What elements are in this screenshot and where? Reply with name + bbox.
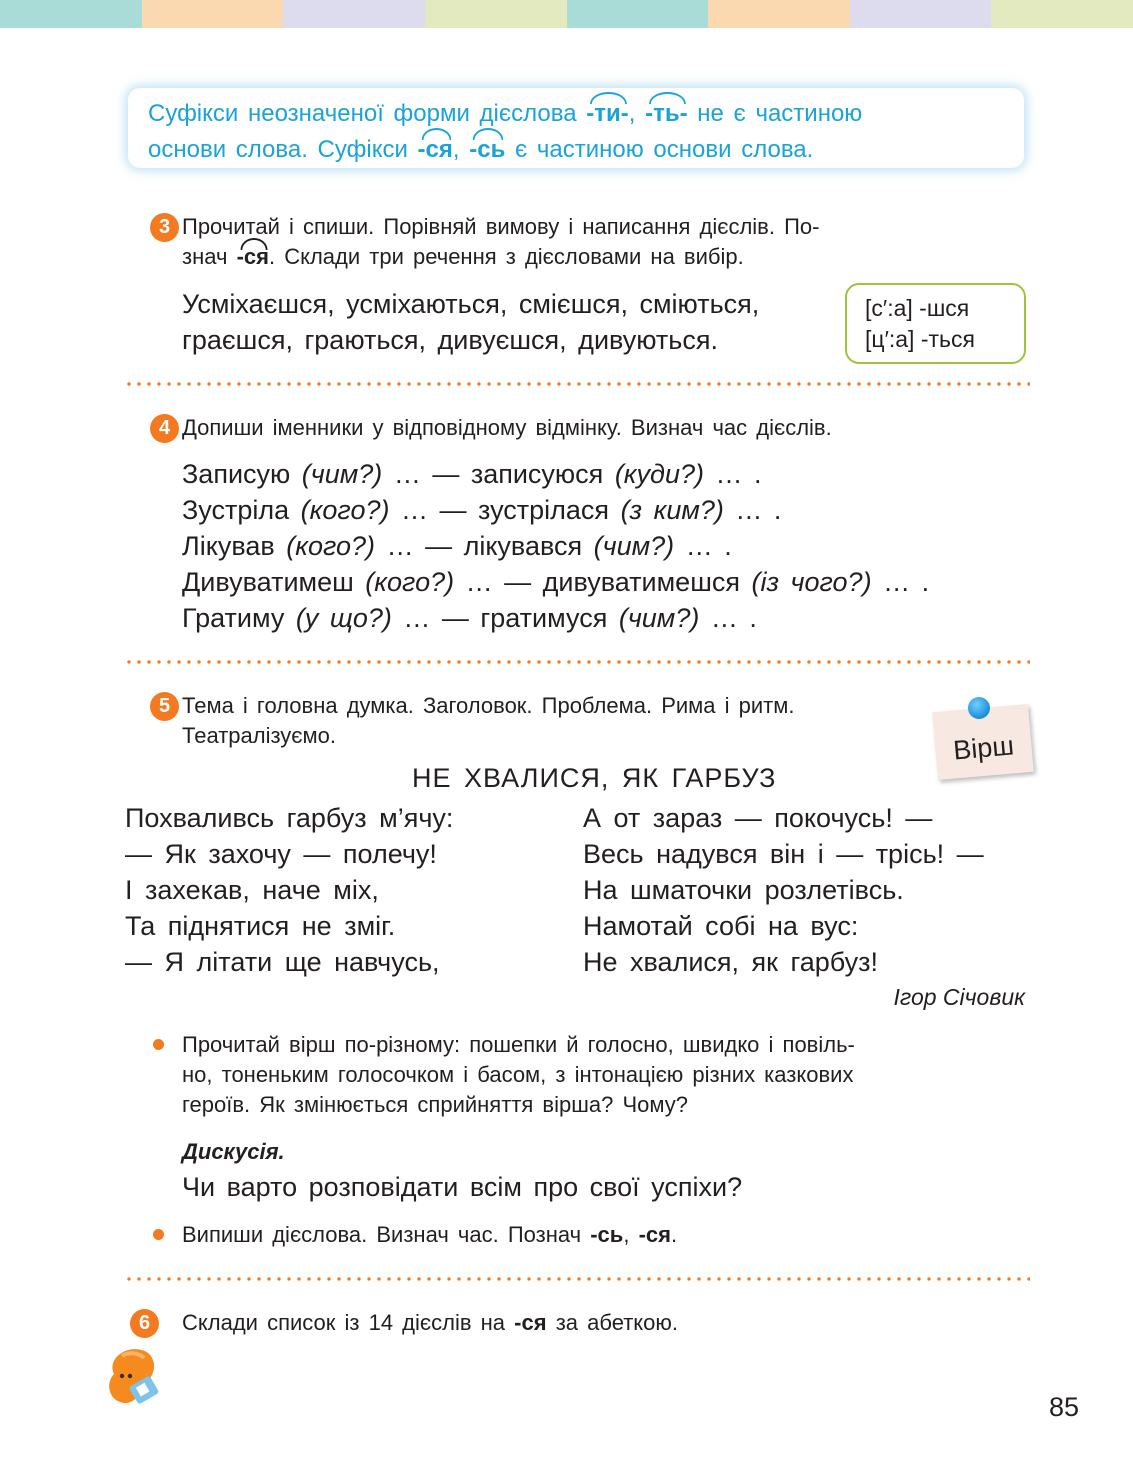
text: .	[670, 1222, 678, 1247]
suffix-arc	[418, 132, 453, 168]
discussion-block	[182, 1137, 1027, 1205]
task5-line-1: Тема і головна думка. Заголовок. Проблема. Рима і ритм.	[182, 693, 795, 718]
exercise-text: Гратиму	[182, 603, 285, 633]
discussion-question: Чи варто розповідати всім про свої успіхи?	[182, 1172, 743, 1202]
question-hint: (із чого?)	[751, 567, 872, 597]
suffix-arc	[237, 242, 269, 272]
text: Склади список із 14 дієслів на	[182, 1310, 506, 1335]
discussion-label: Дискусія.	[182, 1139, 285, 1164]
separator: ,	[623, 1222, 630, 1247]
exercise-text: Зустріла	[182, 495, 290, 525]
task-number-4: 4	[150, 414, 179, 443]
exercise-line	[182, 528, 1027, 564]
band-segment	[0, 0, 142, 28]
task4-lines	[182, 456, 1027, 636]
exercise-line	[182, 456, 1027, 492]
exercise-text: … — дивуватимешся	[465, 567, 740, 597]
question-hint: (кого?)	[365, 567, 455, 597]
poem-line: І захекав, наче міх,	[125, 875, 379, 905]
exercise-text: … .	[685, 531, 732, 561]
exercise-text: … .	[735, 495, 782, 525]
exercise-text: … .	[883, 567, 930, 597]
bullet-icon	[153, 1229, 164, 1240]
poem-line: На шматочки розлетівсь.	[583, 875, 904, 905]
bullet-icon	[153, 1039, 164, 1050]
poem-line: Похваливсь гарбуз м’ячу:	[125, 803, 454, 833]
dotted-divider	[124, 382, 1030, 386]
question-hint: (чим?)	[301, 459, 383, 489]
suffix-sya: -ся	[514, 1310, 547, 1335]
separator: ,	[628, 100, 636, 127]
task5-bullet-2	[182, 1220, 1027, 1250]
exercise-text: … .	[715, 459, 762, 489]
task6-instruction	[182, 1308, 1027, 1338]
poem-line: А от зараз — покочусь! —	[583, 803, 933, 833]
band-segment	[567, 0, 709, 28]
exercise-text: … — гратимуся	[403, 603, 608, 633]
exercise-line	[182, 600, 1027, 636]
band-segment	[283, 0, 425, 28]
suffix-arc	[469, 132, 505, 168]
exercise-text: … — зустрілася	[400, 495, 610, 525]
question-hint: (кого?)	[300, 495, 390, 525]
suffix-s: -сь	[469, 136, 506, 163]
question-hint: (чим?)	[618, 603, 700, 633]
text: Випиши дієслова. Визнач час. Познач	[182, 1222, 582, 1247]
rule-text: є частиною основи слова.	[515, 136, 814, 163]
question-hint: (кого?)	[286, 531, 376, 561]
task-number-6: 6	[130, 1309, 159, 1338]
question-hint: (куди?)	[614, 459, 704, 489]
pronunciation-line: [с′:а] -шся	[865, 295, 970, 321]
poem-line: Та піднятися не зміг.	[125, 911, 396, 941]
exercise-text: … .	[710, 603, 757, 633]
text: знач	[182, 244, 228, 269]
poem-column-1	[125, 800, 453, 980]
exercise-text: … — лікувався	[386, 531, 583, 561]
task4-instruction: Допиши іменники у відповідному відмінку. Визнач час дієслів.	[182, 415, 832, 440]
dotted-divider	[124, 660, 1030, 664]
words-line: Усміхаєшся, усміхаються, смієшся, сміються,	[182, 289, 760, 319]
question-hint: (у що?)	[295, 603, 392, 633]
suffix-sya: -ся	[417, 136, 453, 163]
suffix-sya: -ся	[638, 1222, 671, 1247]
task3-line-1: Прочитай і спиши. Порівняй вимову і написання дієслів. По-	[182, 214, 820, 239]
question-hint: (чим?)	[593, 531, 675, 561]
rule-box	[128, 88, 1024, 168]
suffix-arc	[586, 96, 629, 132]
suffix-ty: -ти-	[586, 100, 629, 127]
suffix-t: -ть-	[645, 100, 688, 127]
band-segment	[708, 0, 850, 28]
poem-author: Ігор Січовик	[893, 984, 1025, 1010]
exercise-line	[182, 564, 1027, 600]
suffix-arc	[645, 96, 688, 132]
question-hint: (з ким?)	[620, 495, 724, 525]
pronunciation-box	[845, 283, 1026, 364]
bullet-line: героїв. Як змінюється сприйняття вірша? Чому?	[182, 1092, 688, 1117]
task-number-5: 5	[150, 692, 179, 721]
exercise-text: Дивуватимеш	[182, 567, 354, 597]
poem-line: — Я літати ще навчусь,	[125, 947, 440, 977]
poem-title: НЕ ХВАЛИСЯ, ЯК ГАРБУЗ	[412, 763, 777, 793]
top-color-band	[0, 0, 1133, 28]
task3-words	[182, 286, 842, 358]
genre-sticky-note: Вірш	[932, 704, 1034, 780]
bullet-line: Прочитай вірш по-різному: пошепки й голосно, швидко і повіль-	[182, 1032, 855, 1057]
words-line: граєшся, граються, дивуєшся, дивуються.	[182, 325, 718, 355]
exercise-text: Лікував	[182, 531, 275, 561]
task5-bullet-1	[182, 1030, 1027, 1120]
task5-line-2: Театралізуємо.	[182, 723, 336, 748]
poem-line: Весь надувся він і — трісь! —	[583, 839, 984, 869]
rule-line-2	[148, 132, 1024, 168]
band-segment	[850, 0, 992, 28]
suffix-s: -сь	[590, 1222, 624, 1247]
dotted-divider	[124, 1277, 1030, 1281]
task3-line-2	[182, 242, 1027, 272]
rule-text: Суфікси неозначеної форми дієслова	[148, 100, 577, 127]
text: за абеткою.	[555, 1310, 679, 1335]
bullet-line: но, тоненьким голосочком і басом, з інтонацією різних казкових	[182, 1062, 854, 1087]
band-segment	[991, 0, 1133, 28]
task3-instruction	[182, 212, 1027, 272]
poem-column-2	[583, 800, 984, 980]
mascot-icon	[100, 1346, 170, 1416]
text: . Склади три речення з дієсловами на вибір.	[268, 244, 744, 269]
band-segment	[142, 0, 284, 28]
poem-line: Не хвалися, як гарбуз!	[583, 947, 879, 977]
exercise-text: Записую	[182, 459, 291, 489]
pronunciation-line: [ц′:а] -ться	[865, 326, 975, 352]
pin-icon	[968, 697, 990, 719]
rule-text: не є частиною	[697, 100, 863, 127]
suffix-sya: -ся	[236, 244, 269, 269]
exercise-line	[182, 492, 1027, 528]
poem-line: Намотай собі на вус:	[583, 911, 859, 941]
task5-instruction	[182, 691, 1027, 751]
page-number: 85	[1049, 1392, 1080, 1422]
separator: ,	[452, 136, 460, 163]
task-number-3: 3	[150, 213, 179, 242]
rule-text: основи слова. Суфікси	[148, 136, 408, 163]
rule-line-1	[148, 96, 1024, 132]
band-segment	[425, 0, 567, 28]
poem-line: — Як захочу — полечу!	[125, 839, 437, 869]
exercise-text: … — записуюся	[393, 459, 604, 489]
